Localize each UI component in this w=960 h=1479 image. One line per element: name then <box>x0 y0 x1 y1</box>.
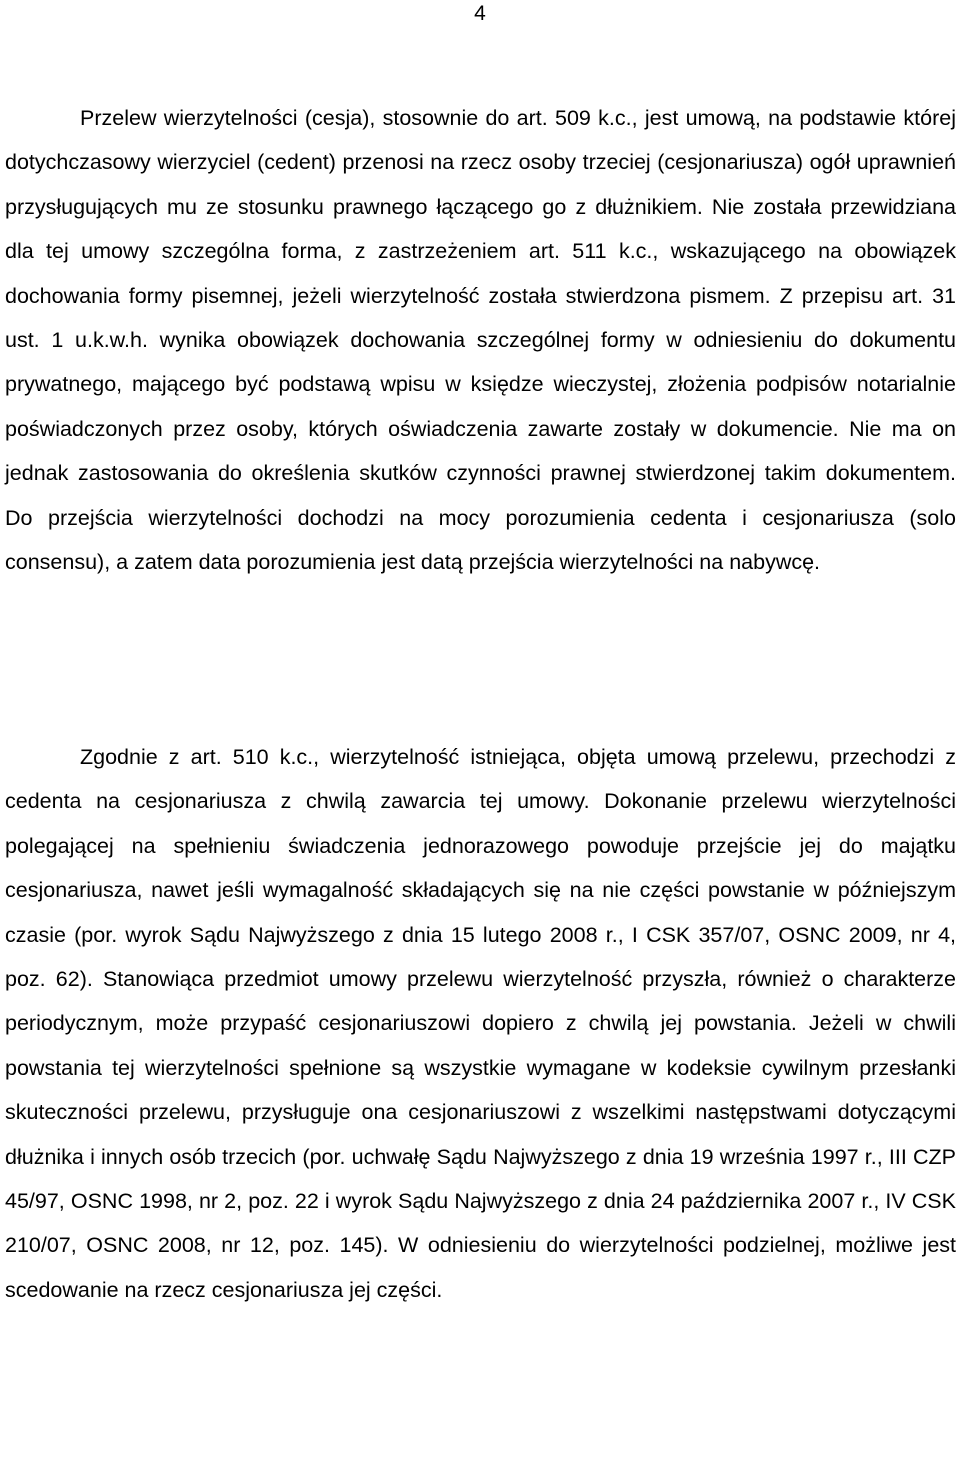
paragraph-art-510: Zgodnie z art. 510 k.c., wierzytelność istniejąca, objęta umową przelewu, przechodzi z cedenta na cesjonariusza z chwilą zawarcia tej umowy. Dokonanie przelewu wierzytelności polegającej na spełnieniu świadczenia jednorazowego powoduje przejście jej do majątku cesjonariusza, nawet jeśli wymagalność składających się na nie części powstanie w późniejszym czasie (por. wyrok Sądu Najwyższego z dnia 15 lutego 2008 r., I CSK 357/07, OSNC 2009, nr 4, poz. 62). Stanowiąca przedmiot umowy przelewu wierzytelność przyszła, również o charakterze periodycznym, może przypaść cesjonariuszowi dopiero z chwilą jej powstania. Jeżeli w chwili powstania tej wierzytelności spełnione są wszystkie wymagane w kodeksie cywilnym przesłanki skuteczności przelewu, przysługuje ona cesjonariuszowi z wszelkimi następstwami dotyczącymi dłużnika i innych osób trzecich (por. uchwałę Sądu Najwyższego z dnia 19 września 1997 r., III CZP 45/97, OSNC 1998, nr 2, poz. 22 i wyrok Sądu Najwyższego z dnia 24 października 2007 r., IV CSK 210/07, OSNC 2008, nr 12, poz. 145). W odniesieniu do wierzytelności podzielnej, możliwe jest scedowanie na rzecz cesjonariusza jej części. <box>5 745 956 1302</box>
page-number: 4 <box>474 2 486 25</box>
paragraph-cesja-definition: Przelew wierzytelności (cesja), stosownie do art. 509 k.c., jest umową, na podstawie której dotychczasowy wierzyciel (cedent) przenosi na rzecz osoby trzeciej (cesjonariusza) ogół uprawnień przysługujących mu ze stosunku prawnego łączącego go z dłużnikiem. Nie została przewidziana dla tej umowy szczególna forma, z zastrzeżeniem art. 511 k.c., wskazującego na obowiązek dochowania formy pisemnej, jeżeli wierzytelność została stwierdzona pismem. Z przepisu art. 31 ust. 1 u.k.w.h. wynika obowiązek dochowania szczególnej formy w odniesieniu do dokumentu prywatnego, mającego być podstawą wpisu w księdze wieczystej, złożenia podpisów notarialnie poświadczonych przez osoby, których oświadczenia zawarte zostały w dokumencie. Nie ma on jednak zastosowania do określenia skutków czynności prawnej stwierdzonej takim dokumentem. Do przejścia wierzytelności dochodzi na mocy porozumienia cedenta i cesjonariusza (solo consensu), a zatem data porozumienia jest datą przejścia wierzytelności na nabywcę. <box>5 106 956 575</box>
